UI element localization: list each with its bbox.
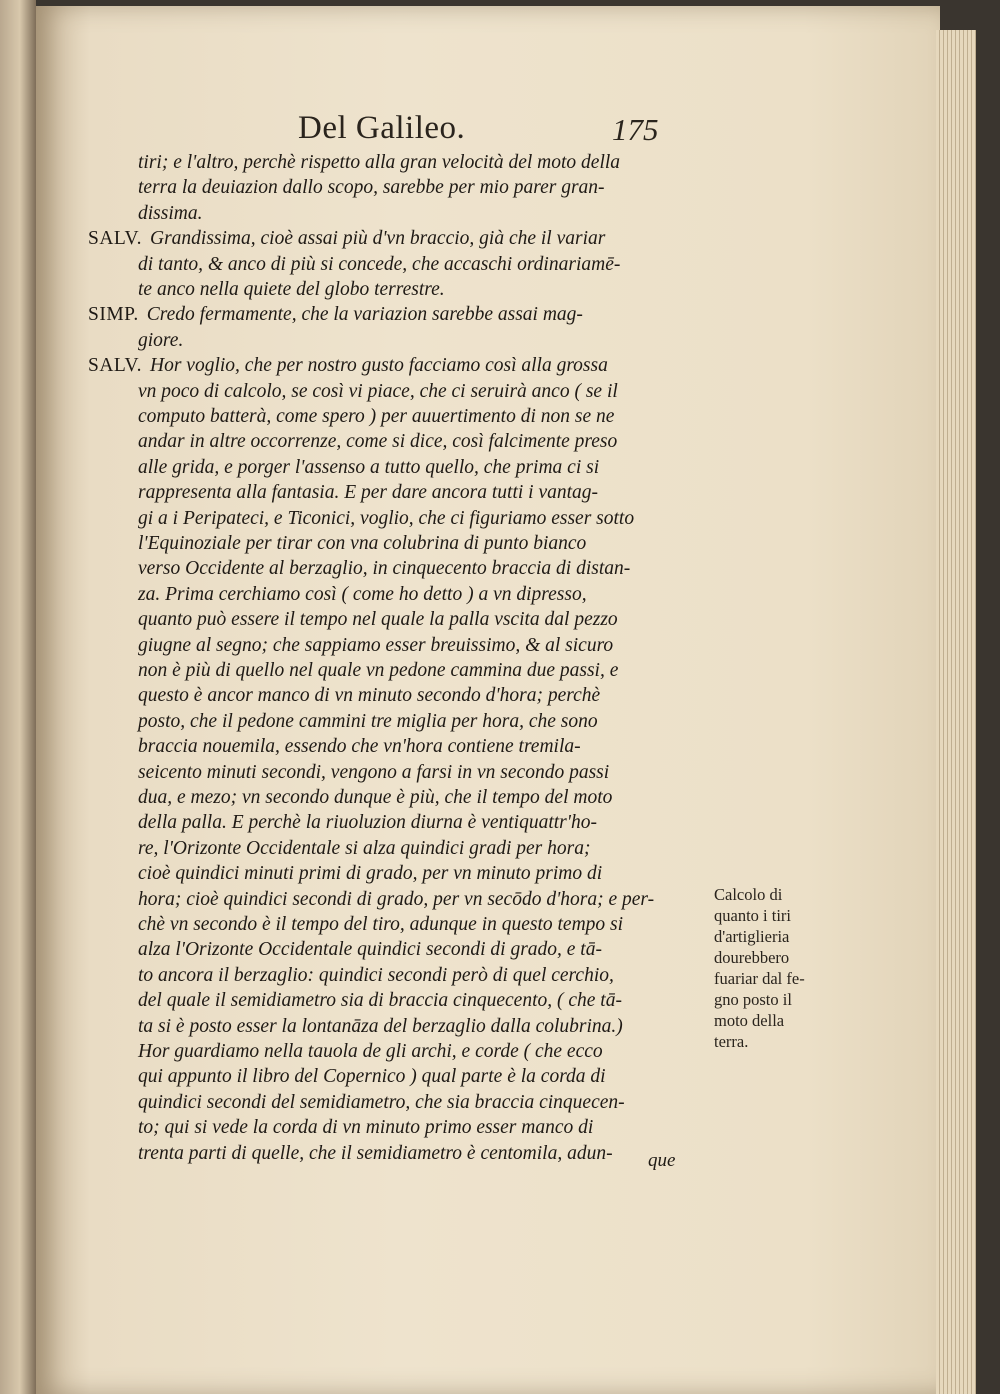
- line-text: dua, e mezo; vn secondo dunque è più, che il tempo del moto: [138, 787, 613, 808]
- line-text: computo batterà, come spero ) per auuertimento di non se ne: [138, 406, 615, 427]
- text-line: [138, 1141, 613, 1167]
- text-line: [138, 531, 586, 557]
- text-line: [88, 226, 605, 252]
- line-text: di tanto, & anco di più si concede, che accaschi ordinariamē-: [138, 253, 621, 275]
- text-line: [138, 1039, 603, 1065]
- text-line: [138, 683, 600, 709]
- line-text: terra la deuiazion dallo scopo, sarebbe per mio parer gran-: [138, 177, 605, 199]
- text-line: [138, 887, 654, 913]
- text-line: [88, 353, 608, 379]
- margin-note-line: fuariar dal fe-: [714, 969, 805, 988]
- catchword: que: [648, 1150, 676, 1171]
- line-text: tiri; e l'altro, perchè rispetto alla gran velocità del moto della: [138, 152, 621, 173]
- line-text: alza l'Orizonte Occidentale quindici secondi di grado, e tā-: [138, 939, 602, 961]
- line-text: trenta parti di quelle, che il semidiametro è centomila, adun-: [138, 1142, 613, 1164]
- line-text: hora; cioè quindici secondi di grado, per vn secōdo d'hora; e per-: [138, 888, 655, 910]
- line-text: za. Prima cerchiamo così ( come ho detto ) a vn dipresso,: [138, 583, 587, 605]
- margin-note-line: quanto i tiri: [714, 906, 791, 925]
- text-line: [138, 1090, 625, 1116]
- text-line: [138, 785, 612, 811]
- text-line: [138, 607, 618, 633]
- margin-note: [714, 884, 834, 1052]
- text-line: [138, 150, 620, 176]
- line-text: vn poco di calcolo, se così vi piace, che ci seruirà anco ( se il: [138, 380, 618, 402]
- line-text: non è più di quello nel quale vn pedone cammina due passi, e: [138, 660, 619, 681]
- line-text: rappresenta alla fantasia. E per dare ancora tutti i vantag-: [138, 482, 599, 504]
- text-line: [138, 1064, 606, 1090]
- speaker-label: SALV.: [88, 355, 142, 377]
- line-text: cioè quindici minuti primi di grado, per vn minuto primo di: [138, 863, 603, 885]
- line-text: dissima.: [138, 202, 203, 224]
- text-line: [138, 836, 590, 862]
- text-line: [138, 379, 618, 405]
- text-line: [138, 760, 609, 786]
- line-text: Hor guardiamo nella tauola de gli archi, e corde ( che ecco: [138, 1041, 603, 1062]
- line-text: te anco nella quiete del globo terrestre.: [138, 279, 445, 300]
- text-line: [138, 506, 634, 532]
- text-line: [138, 582, 587, 608]
- text-line: [138, 328, 183, 354]
- line-text: gi a i Peripateci, e Ticonici, voglio, che ci figuriamo esser sotto: [138, 507, 635, 529]
- line-text: verso Occidente al berzaglio, in cinquecento braccia di distan-: [138, 558, 631, 580]
- text-line: [138, 963, 614, 989]
- line-text: andar in altre occorrenze, come si dice, così falcimente preso: [138, 431, 618, 453]
- text-line: [138, 277, 445, 303]
- text-line: [138, 810, 597, 836]
- running-title: Del Galileo.: [298, 110, 466, 146]
- text-line: [138, 1115, 593, 1141]
- text-line: [138, 480, 598, 506]
- line-text: re, l'Orizonte Occidentale si alza quindici gradi per hora;: [138, 837, 591, 859]
- line-text: to; qui si vede la corda di vn minuto primo esser manco di: [138, 1117, 594, 1139]
- line-text: qui appunto il libro del Copernico ) qual parte è la corda di: [138, 1066, 606, 1088]
- line-text: quindici secondi del semidiametro, che sia braccia cinquecen-: [138, 1091, 625, 1113]
- line-text: alle grida, e porger l'assenso a tutto quello, che prima ci si: [138, 456, 600, 478]
- text-line: [138, 175, 605, 201]
- line-text: to ancora il berzaglio: quindici secondi però di quel cerchio,: [138, 964, 614, 986]
- text-line: [138, 658, 618, 684]
- line-text: braccia nouemila, essendo che vn'hora contiene tremila-: [138, 736, 581, 758]
- text-line: [138, 937, 602, 963]
- text-line: [138, 1014, 623, 1040]
- left-page-edge: [0, 0, 36, 1394]
- line-text: giore.: [138, 329, 184, 351]
- text-line: [138, 201, 202, 227]
- margin-note-line: moto della: [714, 1011, 785, 1030]
- margin-note-line: d'artiglieria: [714, 927, 790, 946]
- text-line: [138, 734, 581, 760]
- line-text: l'Equinoziale per tirar con vna colubrina di punto bianco: [138, 533, 587, 554]
- text-line: [138, 633, 613, 659]
- speaker-label: SALV.: [88, 228, 142, 250]
- text-line: [138, 455, 599, 481]
- line-text: della palla. E perchè la riuoluzion diurna è ventiquattr'ho-: [138, 812, 597, 834]
- margin-note-line: Calcolo di: [714, 885, 783, 904]
- speaker-label: SIMP.: [88, 304, 139, 326]
- line-text: questo è ancor manco di vn minuto secondo d'hora; perchè: [138, 685, 601, 707]
- line-text: Hor voglio, che per nostro gusto facciamo così alla grossa: [150, 355, 608, 377]
- line-text: del quale il semidiametro sia di braccia cinquecento, ( che tā-: [138, 990, 622, 1012]
- text-line: [138, 556, 630, 582]
- line-text: seicento minuti secondi, vengono a farsi in vn secondo passi: [138, 761, 610, 783]
- line-text: Grandissima, cioè assai più d'vn braccio, già che il variar: [150, 228, 606, 250]
- margin-note-line: gno posto il: [714, 990, 792, 1009]
- text-line: [138, 912, 623, 938]
- margin-note-line: terra.: [714, 1032, 749, 1051]
- margin-note-line: dourebbero: [714, 948, 790, 967]
- text-line: [138, 861, 602, 887]
- line-text: chè vn secondo è il tempo del tiro, adunque in questo tempo si: [138, 914, 624, 935]
- page-edges: [936, 30, 976, 1394]
- line-text: posto, che il pedone cammini tre miglia per hora, che sono: [138, 710, 598, 732]
- text-line: [138, 988, 622, 1014]
- text-line: [138, 252, 620, 278]
- page-number: 175: [612, 112, 659, 147]
- line-text: Credo fermamente, che la variazion sarebbe assai mag-: [146, 304, 583, 326]
- text-line: [88, 302, 583, 328]
- line-text: quanto può essere il tempo nel quale la palla vscita dal pezzo: [138, 609, 618, 631]
- text-line: [138, 429, 617, 455]
- line-text: giugne al segno; che sappiamo esser breuissimo, & al sicuro: [138, 634, 614, 656]
- text-line: [138, 709, 598, 735]
- line-text: ta si è posto esser la lontanāza del berzaglio dalla colubrina.): [138, 1015, 623, 1037]
- text-line: [138, 404, 614, 430]
